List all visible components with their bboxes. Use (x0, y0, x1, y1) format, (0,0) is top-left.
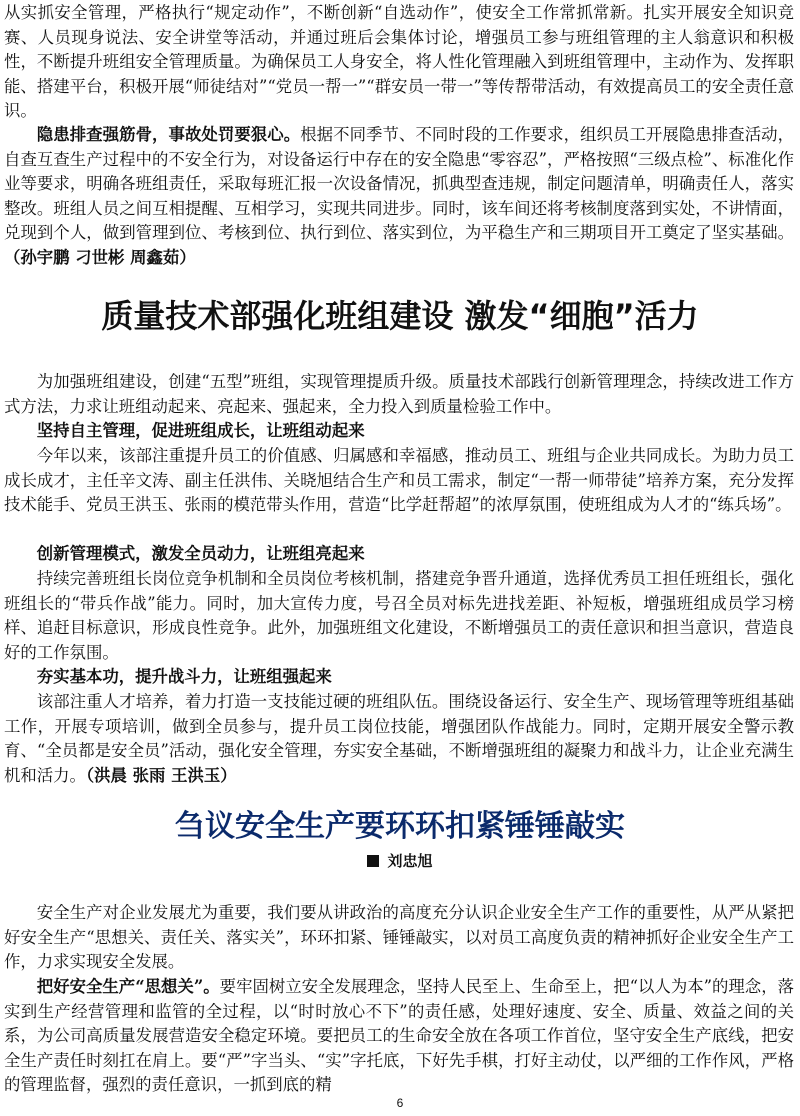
article1-authors: （洪晨 张雨 王洪玉） (85, 765, 237, 785)
article1-body-3-text: 该部注重人才培养，着力打造一支技能过硬的班组队伍。围绕设备运行、安全生产、现场管理等班组基础工作，开展专项培训，做到全员参与，提升员工岗位技能，增强团队作战能力。同时，定期开展安全警示教育、“全员都是安全员”活动，强化安全管理，夯实安全基础，不断增强班组的凝聚力和战斗力，让企业充满生机和活力。 (4, 692, 794, 785)
article1-body-3 (4, 690, 794, 788)
top-paragraph-2-body: 根据不同季节、不同时段的工作要求，组织员工开展隐患排查活动，自查互查生产过程中的不安全行为，对设备运行中存在的安全隐患“零容忍”，严格按照“三级点检”、标准化作业等要求，明确各班组责任，采取每班汇报一次设备情况，抓典型查违规，制定问题清单，明确责任人，落实整改。班组人员之间互相提醒、互相学习，实现共同进步。同时，该车间还将考核制度落到实处，不讲情面，兑现到个人，做到管理到位、考核到位、执行到位、落实到位，为平稳生产和三期项目开工奠定了坚实基础。 (4, 125, 795, 242)
article1-heading-2: 创新管理模式，激发全员动力，让班组亮起来 (36, 544, 365, 563)
article1-heading-3: 夯实基本功，提升战斗力，让班组强起来 (36, 667, 332, 686)
article2-intro: 安全生产对企业发展尤为重要，我们要从讲政治的高度充分认识企业安全生产工作的重要性，从严从紧把好安全生产“思想关、责任关、落实关”，环环扣紧、锤锤敲实，以对员工高度负责的精神抓好企业安全生产工作，力求实现安全发展。 (4, 903, 794, 971)
top-article-authors: （孙宇鹏 刁世彬 周鑫茹） (4, 247, 196, 267)
top-paragraph-2-heading: 隐患排查强筋骨，事故处罚要狠心。 (36, 125, 301, 144)
article2-author: 刘忠旭 (387, 852, 433, 870)
article1-body-2: 持续完善班组长岗位竞争机制和全员岗位考核机制，搭建竞争晋升通道，选择优秀员工担任班组长，强化班组长的“带兵作战”能力。同时，加大宣传力度，号召全员对标先进找差距、补短板，增强班组成员学习榜样、追赶目标意识，形成良性竞争。此外，加强班组文化建设，不断增强员工的责任意识和担当意识，营造良好的工作氛围。 (4, 569, 794, 662)
black-square-icon (367, 855, 379, 867)
article1-intro: 为加强班组建设，创建“五型”班组，实现管理提质升级。质量技术部践行创新管理理念，持续改进工作方式方法，力求让班组动起来、亮起来、强起来，全力投入到质量检验工作中。 (4, 372, 794, 416)
page-number: 6 (396, 1096, 404, 1110)
top-paragraph-1-text: 从实抓安全管理，严格执行“规定动作”，不断创新“自选动作”，使安全工作常抓常新。扎实开展安全知识竞赛、人员现身说法、安全讲堂等活动，并通过班后会集体讨论，增强员工参与班组管理的主人翁意识和积极性，不断提升班组安全管理质量。为确保员工人身安全，将人性化管理融入到班组管理中，主动作为、发挥职能、搭建平台，积极开展“师徒结对”“党员一帮一”“群安员一带一”等传帮带活动，有效提高员工的安全责任意识。 (4, 3, 794, 120)
article1-title: 质量技术部强化班组建设 激发“细胞”活力 (101, 297, 699, 335)
article2-paragraph-1 (4, 975, 794, 1098)
article2-body-1: 要牢固树立安全发展理念，坚持人民至上、生命至上，把“以人为本”的理念，落实到生产经营管理和监管的全过程，以“时时放心不下”的责任感，处理好速度、安全、质量、效益之间的关系，为公司高质量发展营造安全稳定环境。要把员工的生命安全放在各项工作首位，坚守安全生产底线，把安全生产责任时刻扛在肩上。要“严”字当头、“实”字托底，下好先手棋，打好主动仗，以严细的工作作风，严格的管理监督，强烈的责任意识，一抓到底的精 (4, 977, 795, 1094)
article2-title: 刍议安全生产要环环扣紧锤锤敲实 (175, 809, 625, 844)
top-paragraph-2 (4, 123, 794, 270)
article1-body-1: 今年以来，该部注重提升员工的价值感、归属感和幸福感，推动员工、班组与企业共同成长。为助力员工成长成才，主任辛文涛、副主任洪伟、关晓旭结合生产和员工需求，制定“一帮一师带徒”培养方案，充分发挥技术能手、党员王洪玉、张雨的模范带头作用，营造“比学赶帮超”的浓厚氛围，使班组成为人才的“练兵场”。 (4, 446, 794, 514)
article2-byline (0, 851, 800, 871)
article1-heading-1: 坚持自主管理，促进班组成长，让班组动起来 (36, 421, 365, 440)
article2-heading-1: 把好安全生产“思想关”。 (36, 977, 220, 996)
top-paragraph-1 (4, 1, 794, 124)
